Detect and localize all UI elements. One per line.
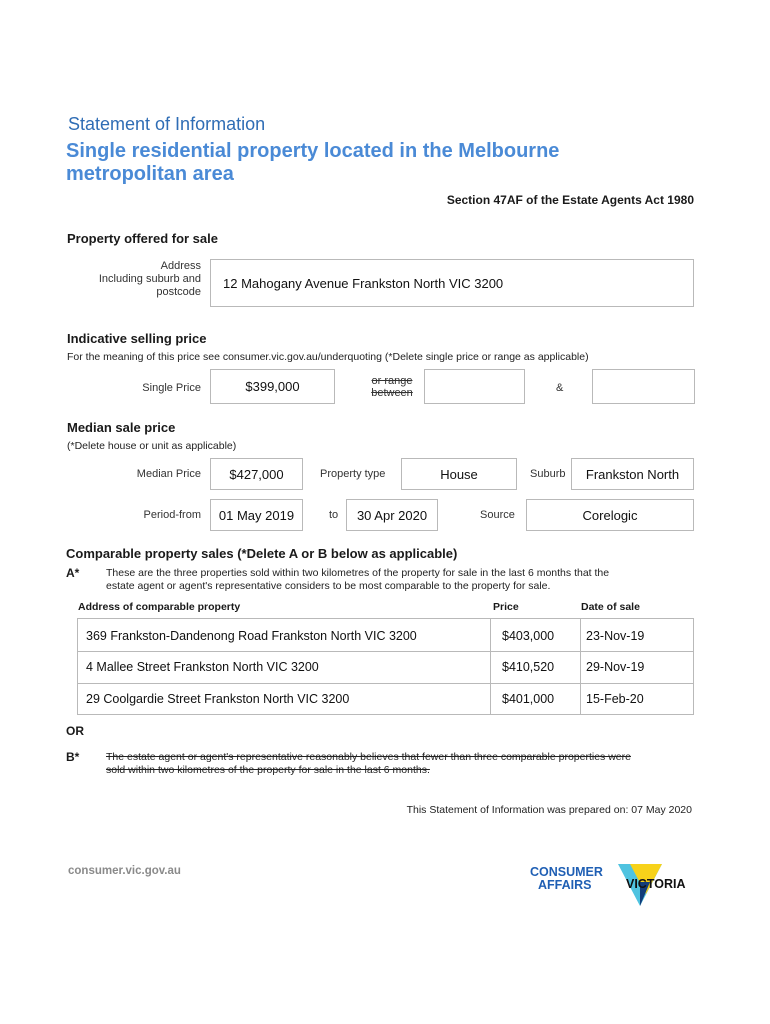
table-row-price: $403,000 bbox=[502, 629, 555, 643]
table-row-price: $410,520 bbox=[502, 660, 555, 674]
address-label-line-1: Address bbox=[160, 260, 201, 272]
range-low-field[interactable] bbox=[424, 369, 525, 404]
single-price-value: $399,000 bbox=[245, 379, 300, 394]
logo-text-affairs: AFFAIRS bbox=[538, 878, 592, 892]
option-b-text bbox=[106, 751, 631, 777]
period-to-field[interactable] bbox=[346, 499, 438, 531]
period-from-value: 01 May 2019 bbox=[218, 507, 295, 523]
logo-text-consumer: CONSUMER bbox=[530, 865, 603, 879]
col-header-price: Price bbox=[493, 601, 519, 613]
logo-consumer-affairs bbox=[530, 866, 603, 892]
to-label: to bbox=[329, 509, 339, 521]
single-price-label: Single Price bbox=[142, 382, 201, 394]
source-value: Corelogic bbox=[582, 507, 638, 523]
suburb-value: Frankston North bbox=[585, 466, 680, 482]
table-row-date: 23-Nov-19 bbox=[586, 629, 645, 643]
indicative-note: For the meaning of this price see consumer.vic.gov.au/underquoting (*Delete single price or range as applicable) bbox=[67, 351, 589, 363]
median-section-title: Median sale price bbox=[67, 420, 176, 435]
option-b-marker: B* bbox=[66, 750, 80, 764]
suburb-field[interactable] bbox=[571, 458, 694, 490]
document-title: Statement of Information bbox=[68, 114, 266, 134]
comparable-section-title: Comparable property sales (*Delete A or B below as applicable) bbox=[66, 546, 458, 561]
source-label: Source bbox=[480, 509, 515, 521]
period-to-value: 30 Apr 2020 bbox=[356, 507, 428, 523]
footer-website: consumer.vic.gov.au bbox=[68, 865, 181, 877]
address-field[interactable] bbox=[210, 259, 694, 307]
table-col-divider bbox=[580, 619, 581, 714]
section-reference: Section 47AF of the Estate Agents Act 1980 bbox=[446, 193, 694, 207]
table-row-date: 29-Nov-19 bbox=[586, 660, 645, 674]
table-row-address: 4 Mallee Street Frankston North VIC 3200 bbox=[86, 660, 319, 674]
option-b-text-line-2: sold within two kilometres of the property for sale in the last 6 months. bbox=[106, 764, 430, 776]
median-note: (*Delete house or unit as applicable) bbox=[67, 440, 237, 452]
table-col-divider bbox=[490, 619, 491, 714]
table-row-divider bbox=[78, 651, 693, 652]
option-b-text-line-1: The estate agent or agent's representative reasonably believes that fewer than three comparable properties were bbox=[106, 751, 631, 763]
indicative-section-title: Indicative selling price bbox=[67, 331, 207, 346]
table-row-price: $401,000 bbox=[502, 692, 555, 706]
prepared-date: This Statement of Information was prepared on: 07 May 2020 bbox=[406, 804, 692, 816]
source-field[interactable] bbox=[526, 499, 694, 531]
logo-text-victoria: VICTORIA bbox=[626, 877, 686, 891]
table-row-divider bbox=[78, 683, 693, 684]
range-high-field[interactable] bbox=[592, 369, 695, 404]
single-price-field[interactable] bbox=[210, 369, 335, 404]
document-heading bbox=[66, 140, 626, 186]
range-label-line-2: between bbox=[371, 387, 413, 399]
col-header-date: Date of sale bbox=[581, 601, 640, 613]
median-price-label: Median Price bbox=[136, 468, 201, 480]
range-label-line-1: or range bbox=[371, 375, 413, 387]
or-label: OR bbox=[66, 724, 84, 738]
address-label-line-2: Including suburb and bbox=[98, 273, 201, 285]
period-from-label: Period-from bbox=[143, 509, 201, 521]
comparable-table bbox=[77, 618, 694, 715]
heading-line-1: Single residential property located in the Melbourne bbox=[66, 140, 560, 162]
table-row-address: 29 Coolgardie Street Frankston North VIC 3200 bbox=[86, 692, 350, 706]
table-row-date: 15-Feb-20 bbox=[586, 692, 644, 706]
col-header-address: Address of comparable property bbox=[78, 601, 241, 613]
property-type-value: House bbox=[440, 466, 478, 482]
option-a-marker: A* bbox=[66, 566, 80, 580]
address-value: 12 Mahogany Avenue Frankston North VIC 3200 bbox=[223, 275, 504, 291]
option-a-text-line-2: estate agent or agent's representative considers to be most comparable to the property for sale. bbox=[106, 580, 551, 592]
property-section-title: Property offered for sale bbox=[67, 231, 218, 246]
suburb-label: Suburb bbox=[530, 468, 566, 480]
address-label bbox=[99, 260, 201, 299]
heading-line-2: metropolitan area bbox=[66, 163, 234, 185]
median-price-value: $427,000 bbox=[229, 466, 284, 482]
property-type-label: Property type bbox=[320, 468, 386, 480]
table-row-address: 369 Frankston-Dandenong Road Frankston North VIC 3200 bbox=[86, 629, 417, 643]
option-a-text-line-1: These are the three properties sold within two kilometres of the property for sale in the last 6 months that the bbox=[106, 567, 610, 579]
option-a-text bbox=[106, 567, 609, 593]
period-from-field[interactable] bbox=[210, 499, 303, 531]
consumer-affairs-victoria-logo bbox=[530, 862, 700, 912]
range-label bbox=[366, 375, 418, 399]
property-type-field[interactable] bbox=[401, 458, 517, 490]
address-label-line-3: postcode bbox=[156, 286, 201, 298]
and-label: & bbox=[556, 382, 564, 394]
median-price-field[interactable] bbox=[210, 458, 303, 490]
